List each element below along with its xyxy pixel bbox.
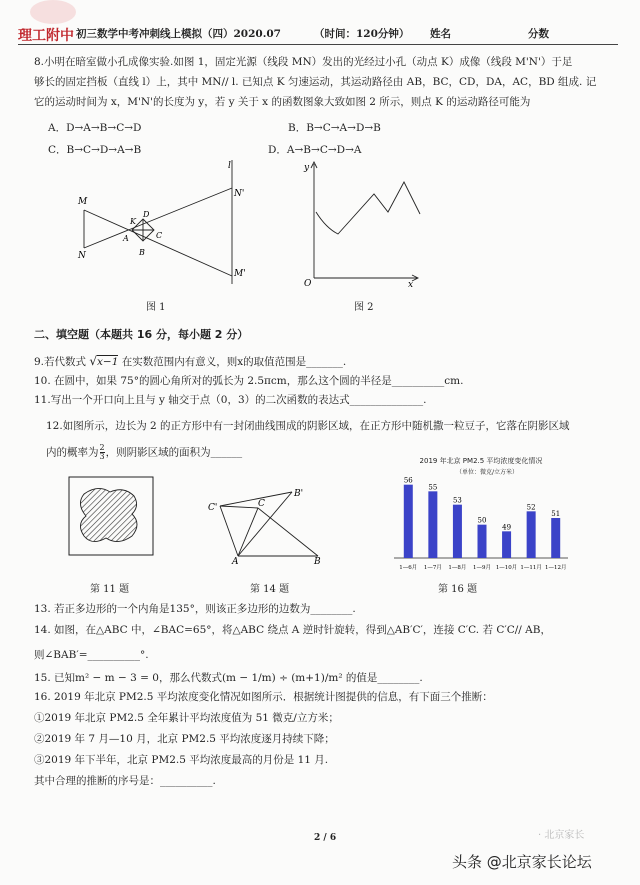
fig1-label-c: C xyxy=(156,231,163,240)
fig16-chart-unit: （单位：微克/立方米） xyxy=(456,469,519,476)
q8-option-a: A．D→A→B→C→D xyxy=(48,122,142,134)
fig14-caption: 第 14 题 xyxy=(250,584,290,595)
corner-watermark: · 北京家长 xyxy=(538,830,585,841)
shaded-region xyxy=(80,488,137,541)
q16-line-1: 16. 2019 年北京 PM2.5 平均浓度变化情况如图所示．根据统计图提供的信息，有下面三个推断： xyxy=(34,691,493,703)
q15: 15. 已知m² − m − 3 = 0，那么代数式(m − 1/m) ÷ (m+1)/m² 的值是________. xyxy=(34,672,423,684)
category-tick-label: 1—12月 xyxy=(544,565,567,571)
category-tick-label: 1—10月 xyxy=(495,565,518,571)
bar-2 xyxy=(428,491,437,558)
q9-radicand: x−1 xyxy=(97,356,119,368)
fig1-label-n: N xyxy=(78,251,86,261)
fig14-label-b-prime: B' xyxy=(294,489,304,499)
q9-post: 在实数范围内有意义，则x的取值范围是_______. xyxy=(118,356,347,368)
q12-line-2 xyxy=(46,444,242,461)
q14-line-2: 则∠BAB′=__________°. xyxy=(34,649,149,661)
fig2-label-x: x xyxy=(408,280,414,288)
section-2-title: 二、填空题（本题共 16 分，每小题 2 分） xyxy=(34,328,249,341)
toutiao-watermark: 头条 @北京家长论坛 xyxy=(452,853,592,871)
q8-line-2: 够长的固定挡板（直线 l）上，其中 MN// l. 已知点 K 匀速运动，其运动路径由 AB，BC，CD，DA，AC，BD 组成. 记 xyxy=(34,76,597,88)
fig1-label-m: M xyxy=(78,197,88,207)
fig14-label-c-prime: C' xyxy=(208,503,218,513)
page-number: 2 / 6 xyxy=(314,833,337,843)
category-tick-label: 1—9月 xyxy=(473,565,491,571)
fig1-caption: 图 1 xyxy=(146,302,166,313)
bar-value-label: 49 xyxy=(502,523,512,532)
fig14-rotation-figure xyxy=(200,484,330,564)
q10: 10. 在圆中，如果 75°的圆心角所对的弧长为 2.5πcm，那么这个圆的半径是__________cm. xyxy=(34,375,464,387)
school-logo-watermark xyxy=(30,0,76,24)
q8-line-3: 它的运动时间为 x，M'N'的长度为 y，若 y 关于 x 的函数图象大致如图 2 所示，则点 K 的运动路径可能为 xyxy=(34,96,531,108)
bar-5 xyxy=(502,531,511,558)
q12-line-1: 12.如图所示，边长为 2 的正方形中有一封闭曲线围成的阴影区域，在正方形中随机撒一粒豆子，它落在阴影区域 xyxy=(46,420,570,432)
bar-value-label: 52 xyxy=(526,503,536,512)
fig2-label-y: y xyxy=(304,163,310,173)
fig1-label-n-prime: N' xyxy=(234,189,245,199)
exam-title: 初三数学中考冲刺线上模拟（四）2020.07 xyxy=(76,28,281,40)
exam-time: （时间：120分钟） xyxy=(314,28,410,40)
score-label: 分数 xyxy=(528,28,549,40)
q16-inference-3: ③2019 年下半年，北京 PM2.5 平均浓度最高的月份是 11 月. xyxy=(34,754,329,766)
page-header xyxy=(18,24,618,45)
school-name: 理工附中 xyxy=(18,28,74,44)
bar-6 xyxy=(527,511,536,558)
fraction-numerator: 2 xyxy=(99,443,105,452)
q16-inference-1: ①2019 年北京 PM2.5 全年累计平均浓度值为 51 微克/立方米； xyxy=(34,712,339,724)
q8-option-c: C．B→C→D→A→B xyxy=(48,144,142,156)
q12-line-2-pre: 内的概率为 xyxy=(46,446,99,459)
q12-line-2-post: ，则阴影区域的面积为______ xyxy=(105,446,243,459)
bar-value-label: 53 xyxy=(452,496,462,505)
fig2-label-o: O xyxy=(304,279,312,288)
fig16-caption: 第 16 题 xyxy=(438,584,478,595)
fig2-caption: 图 2 xyxy=(354,302,374,313)
fig14-label-a: A xyxy=(232,557,239,564)
category-tick-label: 1—11月 xyxy=(520,565,542,571)
probability-fraction xyxy=(100,444,105,461)
bar-value-label: 50 xyxy=(477,516,487,525)
pm25-bar-chart xyxy=(388,474,574,574)
fig1-label-l: l xyxy=(228,161,231,171)
q16-question: 其中合理的推断的序号是：__________. xyxy=(34,775,216,787)
bar-value-label: 55 xyxy=(428,483,438,492)
fig14-label-b: B xyxy=(314,557,321,564)
q8-figure-1 xyxy=(70,158,260,288)
q8-figure-2 xyxy=(296,158,426,288)
q8-line-1: 8.小明在暗室做小孔成像实验.如图 1，固定光源（线段 MN）发出的光经过小孔（动点 K）成像（线段 M'N'）于足 xyxy=(34,56,573,68)
q16-inference-2: ②2019 年 7 月—10 月，北京 PM2.5 平均浓度逐月持续下降； xyxy=(34,733,335,745)
category-tick-label: 1—7月 xyxy=(423,565,442,571)
category-tick-label: 1—6月 xyxy=(399,565,418,571)
q8-option-d: D．A→B→C→D→A xyxy=(268,144,362,156)
fig16-chart-title: 2019 年北京 PM2.5 平均浓度变化情况 xyxy=(419,457,543,465)
fig1-label-a: A xyxy=(123,234,129,243)
bar-4 xyxy=(478,525,487,558)
bar-3 xyxy=(453,505,462,558)
fraction-denominator: 3 xyxy=(99,452,105,461)
bar-value-label: 56 xyxy=(403,476,413,485)
name-label: 姓名 xyxy=(430,28,451,40)
bar-7 xyxy=(551,518,560,558)
q9 xyxy=(34,354,346,369)
fig1-label-k: K xyxy=(130,217,136,226)
bar-value-label: 51 xyxy=(551,510,561,518)
q9-pre: 9.若代数式 xyxy=(34,356,90,368)
q8-option-b: B．B→C→A→D→B xyxy=(288,122,381,134)
fig11-square-figure xyxy=(68,476,154,556)
q11: 11.写出一个开口向上且与 y 轴交于点（0，3）的二次函数的表达式______________. xyxy=(34,394,427,406)
fig1-label-b: B xyxy=(139,248,145,257)
q13: 13. 若正多边形的一个内角是135°，则该正多边形的边数为________. xyxy=(34,603,356,615)
fig1-label-m-prime: M' xyxy=(234,269,246,279)
category-tick-label: 1—8月 xyxy=(448,565,467,571)
fig1-label-d: D xyxy=(143,210,150,219)
fig14-label-c: C xyxy=(258,499,265,509)
q14-line-1: 14. 如图，在△ABC 中，∠BAC=65°，将△ABC 绕点 A 逆时针旋转，得到△AB′C′，连接 C′C. 若 C′C// AB， xyxy=(34,624,551,636)
fig11-caption: 第 11 题 xyxy=(90,584,130,595)
sqrt-symbol: √ xyxy=(89,354,98,368)
bar-1 xyxy=(404,485,413,558)
